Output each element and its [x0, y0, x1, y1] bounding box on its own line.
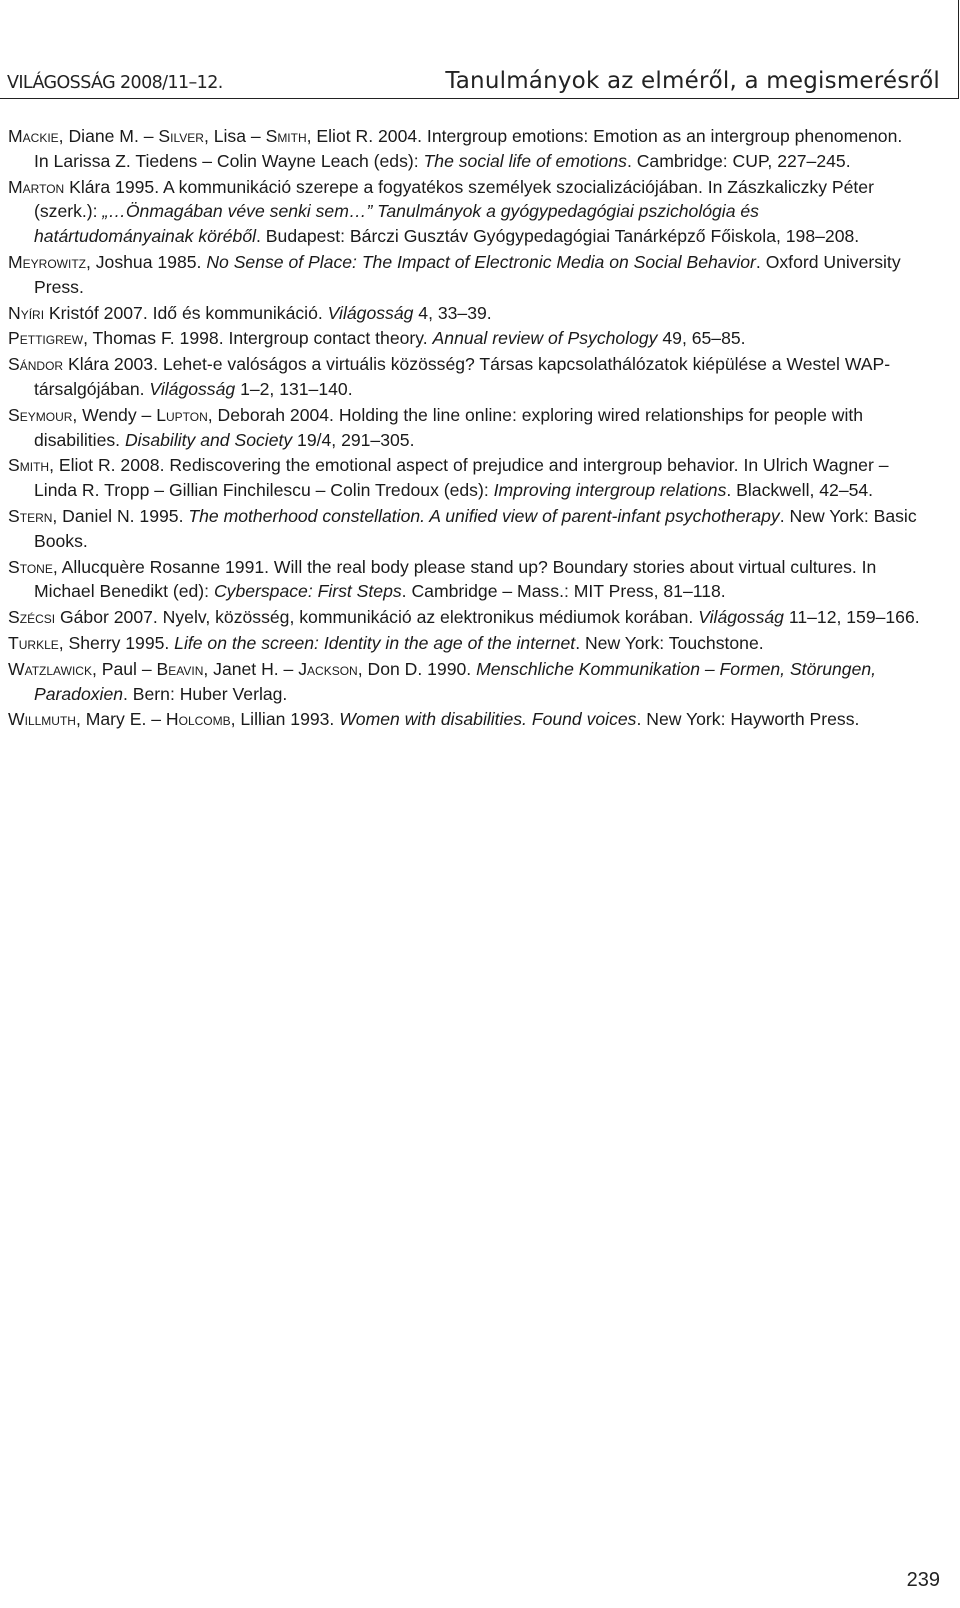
author-name: Stone	[8, 556, 53, 577]
reference-text: 19/4, 291–305.	[292, 429, 415, 450]
italic-title: Women with disabilities. Found voices	[339, 709, 637, 730]
author-name: Meyrowitz	[8, 251, 86, 272]
author-name: Mackie	[8, 126, 59, 146]
reference-text: 1–2, 131–140.	[235, 378, 353, 399]
reference-entry	[8, 175, 920, 249]
author-name: Pettigrew	[8, 328, 84, 349]
author-name: Beavin	[156, 658, 204, 679]
italic-title: Világosság	[327, 302, 414, 323]
author-name: Nyíri	[8, 302, 45, 323]
italic-title: Annual review of Psychology	[432, 328, 658, 349]
reference-entry	[8, 657, 920, 707]
reference-text: , Lillian 1993.	[230, 709, 340, 730]
reference-text: , Paul –	[91, 658, 157, 679]
author-name: Jackson	[298, 658, 358, 679]
reference-text: , Don D. 1990.	[357, 658, 477, 679]
reference-entry	[8, 352, 920, 402]
reference-entry	[8, 250, 920, 300]
reference-text: , Mary E. –	[75, 709, 166, 730]
reference-text: , Deborah 2004. Holding the line online: exploring wired relationships for people with disabilities.	[34, 404, 864, 450]
reference-text: Klára 2003. Lehet-e valóságos a virtuális közösség? Társas kapcsolathálózatok kiépülése a Westel WAP-társalgójában.	[34, 354, 891, 399]
reference-text: , Diane M. –	[58, 126, 159, 146]
author-name: Smith	[8, 455, 50, 476]
reference-text: Kristóf 2007. Idő és kommunikáció.	[44, 302, 328, 323]
reference-text: , Thomas F. 1998. Intergroup contact theory.	[83, 328, 433, 349]
journal-issue: VILÁGOSSÁG 2008/11–12.	[7, 73, 223, 93]
reference-text: . New York: Hayworth Press.	[636, 709, 860, 730]
reference-entry	[8, 453, 920, 503]
reference-text: . Cambridge: CUP, 227–245.	[626, 150, 851, 171]
italic-title: Cyberspace: First Steps	[213, 581, 402, 602]
page-header	[0, 0, 959, 99]
italic-title: Disability and Society	[124, 429, 293, 450]
author-name: Willmuth	[8, 709, 76, 730]
reference-text: , Sherry 1995.	[58, 632, 175, 653]
reference-entry	[8, 605, 920, 630]
reference-entry	[8, 504, 920, 554]
reference-text: , Allucquère Rosanne 1991. Will the real body please stand up? Boundary stories about virtual cultures. In Michael Benedikt (ed):	[34, 556, 877, 602]
reference-text: , Janet H. –	[203, 658, 299, 679]
reference-entry	[8, 326, 920, 351]
page-number: 239	[906, 1569, 940, 1591]
reference-entry	[8, 301, 920, 326]
author-name: Stern	[8, 505, 53, 526]
author-name: Watzlawick	[8, 658, 92, 679]
reference-text: 4, 33–39.	[413, 302, 492, 323]
section-title: Tanulmányok az elméről, a megismerésről	[445, 68, 940, 94]
reference-text: Gábor 2007. Nyelv, közösség, kommunikáció az elektronikus médiumok korában.	[55, 607, 699, 628]
reference-entry	[8, 631, 920, 656]
reference-text: . New York: Basic Books.	[34, 505, 917, 551]
reference-text: . Oxford University Press.	[34, 251, 901, 297]
reference-text: , Eliot R. 2008. Rediscovering the emotional aspect of prejudice and intergroup behavior. In Ulrich Wagner – Linda R. Tropp – Gillian Finchilescu – Colin Tredoux (eds):	[34, 455, 889, 501]
italic-title: The social life of emotions	[423, 150, 627, 171]
reference-text: 11–12, 159–166.	[783, 607, 920, 628]
italic-title: „…Önmagában véve senki sem…” Tanulmányok a gyógypedagógiai pszichológia és határtudományainak köréből	[34, 201, 759, 247]
reference-text: , Wendy –	[72, 404, 157, 425]
reference-text: . Budapest: Bárczi Gusztáv Gyógypedagógiai Tanárképző Főiskola, 198–208.	[256, 226, 860, 247]
italic-title: The motherhood constellation. A unified view of parent-infant psychotherapy	[188, 505, 780, 526]
italic-title: Világosság	[149, 378, 236, 399]
italic-title: Menschliche Kommunikation – Formen, Störungen, Paradoxien	[34, 658, 877, 704]
italic-title: No Sense of Place: The Impact of Electronic Media on Social Behavior	[206, 251, 756, 272]
italic-title: Life on the screen: Identity in the age of the internet	[174, 632, 576, 653]
reference-text: . Cambridge – Mass.: MIT Press, 81–118.	[401, 581, 726, 602]
author-name: Lupton	[156, 404, 208, 425]
reference-text: Klára 1995. A kommunikáció szerepe a fogyatékos személyek szocializációjában. In Zászkaliczky Péter (szerk.):	[34, 176, 874, 222]
author-name: Sándor	[8, 354, 64, 375]
reference-text: , Eliot R. 2004. Intergroup emotions: Emotion as an intergroup phenomenon. In Larissa Z. Tiedens – Colin Wayne Leach (eds):	[34, 126, 903, 171]
reference-text: . New York: Touchstone.	[575, 632, 764, 653]
italic-title: Improving intergroup relations	[493, 480, 727, 501]
reference-text: , Daniel N. 1995.	[52, 505, 189, 526]
reference-text: . Blackwell, 42–54.	[726, 480, 874, 501]
reference-text: 49, 65–85.	[657, 328, 746, 349]
reference-entry	[8, 403, 920, 453]
author-name: Holcomb	[165, 709, 231, 730]
reference-text: , Joshua 1985.	[85, 251, 207, 272]
reference-text: , Lisa –	[203, 126, 266, 146]
author-name: Seymour	[8, 404, 73, 425]
reference-text: . Bern: Huber Verlag.	[123, 683, 288, 704]
reference-list	[8, 124, 920, 733]
author-name: Silver	[158, 126, 204, 146]
reference-entry	[8, 707, 920, 732]
author-name: Smith	[265, 126, 307, 146]
author-name: Marton	[8, 176, 65, 197]
reference-entry	[8, 124, 920, 174]
reference-entry	[8, 555, 920, 605]
author-name: Szécsi	[8, 607, 56, 628]
author-name: Turkle	[8, 632, 59, 653]
italic-title: Világosság	[698, 607, 784, 628]
